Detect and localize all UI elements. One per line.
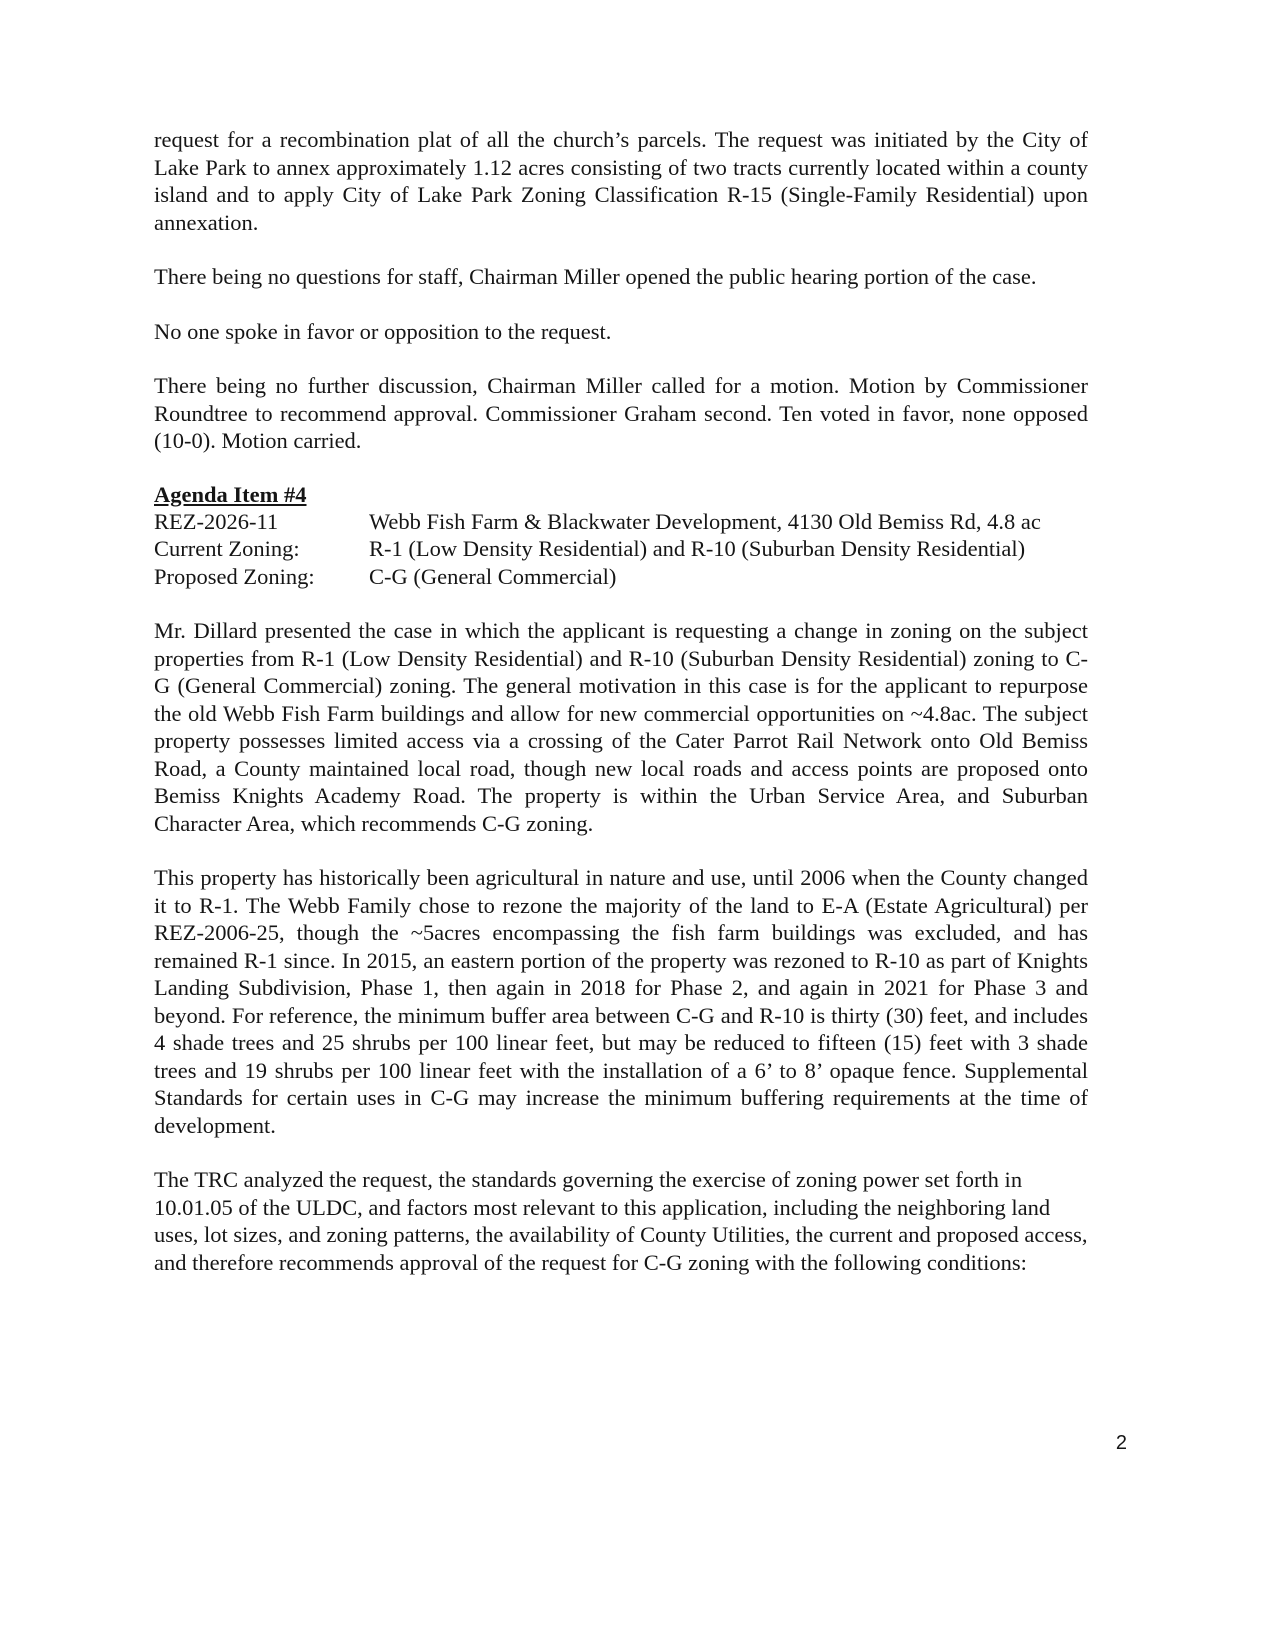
agenda-proposed-zoning-row (154, 563, 1088, 591)
paragraph-motion-result: There being no further discussion, Chairman Miller called for a motion. Motion by Commissioner Roundtree to recommend approval. Commissioner Graham second. Ten voted in favor, none opposed (10-0). Motion carried. (154, 373, 1088, 453)
paragraph-annexation-request: request for a recombination plat of all the church’s parcels. The request was initiated by the City of Lake Park to annex approximately 1.12 acres consisting of two tracts currently located within a county island and to apply City of Lake Park Zoning Classification R-15 (Single-Family Residential) upon annexation. (154, 127, 1088, 235)
agenda-case-row (154, 508, 1088, 536)
case-number-label: REZ-2026-11 (154, 508, 279, 534)
agenda-item-heading: Agenda Item #4 (154, 481, 307, 507)
document-body (154, 126, 1088, 1276)
paragraph-no-speakers: No one spoke in favor or opposition to the request. (154, 318, 612, 344)
page-number: 2 (1115, 1432, 1127, 1454)
case-description: Webb Fish Farm & Blackwater Development, 4130 Old Bemiss Rd, 4.8 ac (369, 508, 1041, 534)
paragraph-public-hearing-opened: There being no questions for staff, Chairman Miller opened the public hearing portion of the case. (154, 264, 1037, 289)
proposed-zoning-value: C-G (General Commercial) (369, 563, 617, 589)
paragraph-case-presentation: Mr. Dillard presented the case in which the applicant is requesting a change in zoning on the subject properties from R-1 (Low Density Residential) and R-10 (Suburban Density Residential) zoning to C-G (General Commercial) zoning. The general motivation in this case is for the applicant to repurpose the old Webb Fish Farm buildings and allow for new commercial opportunities on ~4.8ac. The subject property possesses limited access via a crossing of the Cater Parrot Rail Network onto Old Bemiss Road, a County maintained local road, though new local roads and access points are proposed onto Bemiss Knights Academy Road. The property is within the Urban Service Area, and Suburban Character Area, which recommends C-G zoning. (154, 618, 1088, 836)
agenda-current-zoning-row (154, 535, 1088, 563)
proposed-zoning-label: Proposed Zoning: (154, 563, 315, 589)
current-zoning-value: R-1 (Low Density Residential) and R-10 (Suburban Density Residential) (369, 536, 1026, 561)
paragraph-trc-recommendation: The TRC analyzed the request, the standards governing the exercise of zoning power set forth in 10.01.05 of the ULDC, and factors most relevant to this application, including the neighboring land uses, lot sizes, and zoning patterns, the availability of County Utilities, the current and proposed access, and therefore recommends approval of the request for C-G zoning with the following conditions: (154, 1167, 1088, 1275)
current-zoning-label: Current Zoning: (154, 536, 300, 561)
paragraph-property-history: This property has historically been agricultural in nature and use, until 2006 when the County changed it to R-1. The Webb Family chose to rezone the majority of the land to E-A (Estate Agricultural) per REZ-2006-25, though the ~5acres encompassing the fish farm buildings was excluded, and has remained R-1 since. In 2015, an eastern portion of the property was rezoned to R-10 as part of Knights Landing Subdivision, Phase 1, then again in 2018 for Phase 2, and again in 2021 for Phase 3 and beyond. For reference, the minimum buffer area between C-G and R-10 is thirty (30) feet, and includes 4 shade trees and 25 shrubs per 100 linear feet, but may be reduced to fifteen (15) feet with 3 shade trees and 19 shrubs per 100 linear feet with the installation of a 6’ to 8’ opaque fence. Supplemental Standards for certain uses in C-G may increase the minimum buffering requirements at the time of development. (154, 865, 1088, 1138)
